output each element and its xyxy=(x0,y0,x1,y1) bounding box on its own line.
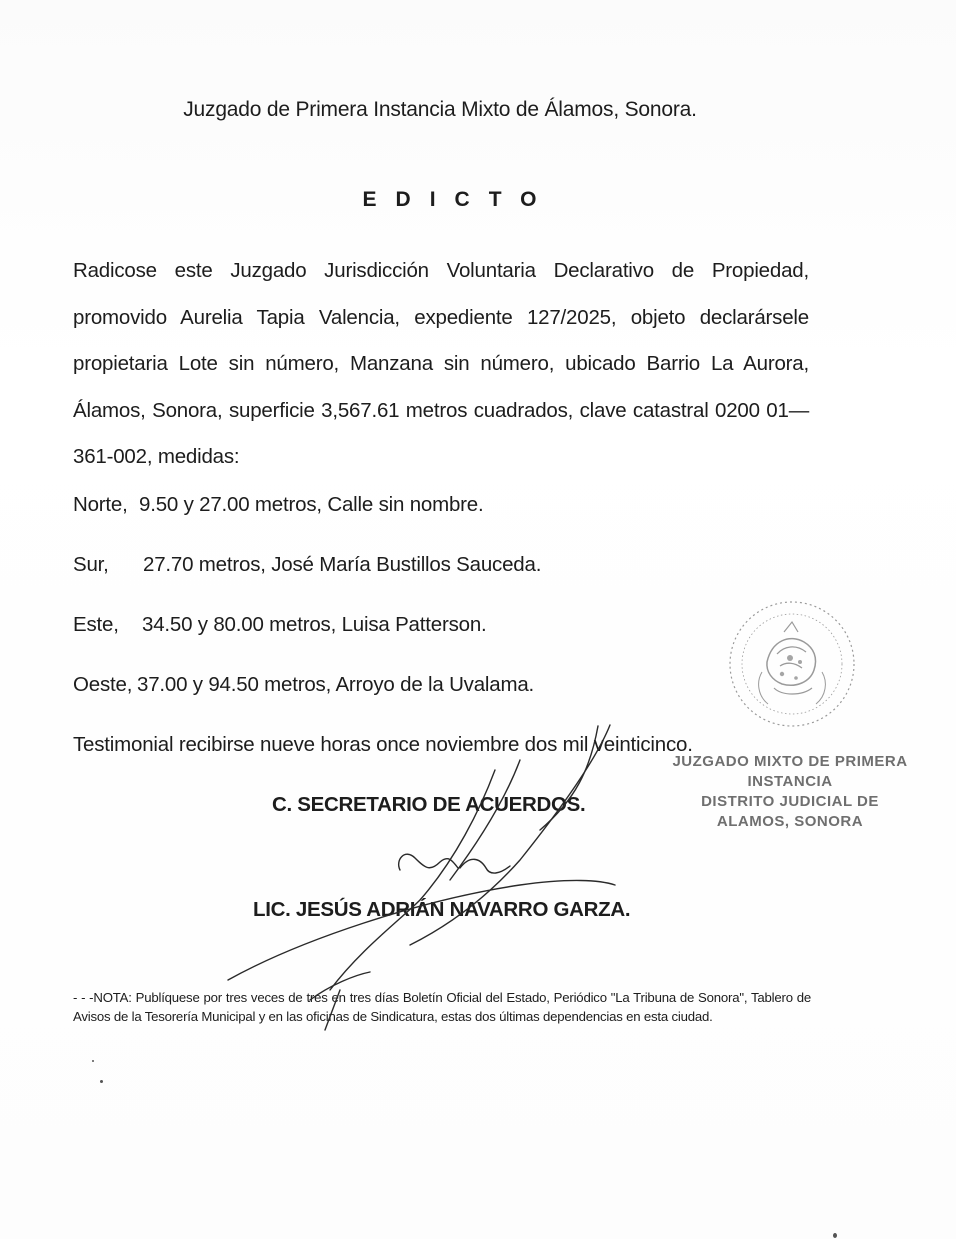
scan-speck xyxy=(100,1080,103,1083)
stamp-line: ALAMOS, SONORA xyxy=(716,813,864,830)
measurement-detail: 27.70 metros, José María Bustillos Sauceda. xyxy=(143,553,542,576)
measurement-detail: 9.50 y 27.00 metros, Calle sin nombre. xyxy=(139,493,484,516)
document-heading: EDICTO xyxy=(362,188,556,211)
measurement-direction: Norte, xyxy=(73,493,128,516)
stamp-line: DISTRITO JUDICIAL DE xyxy=(701,793,879,810)
court-stamp xyxy=(660,752,920,832)
signatory-title: C. SECRETARIO DE ACUERDOS. xyxy=(272,793,586,816)
measurement-north xyxy=(73,493,484,517)
court-seal-icon xyxy=(722,592,862,742)
measurement-direction: Oeste, xyxy=(73,673,133,696)
measurement-south xyxy=(73,553,541,577)
publication-note: - - -NOTA: Publíquese por tres veces de tres en tres días Boletín Oficial del Estado, Periódico "La Tribuna de Sonora", Tablero de Avisos de la Tesorería Municipal y en las oficinas de Sindicatura, estas dos últimas dependencias en esta ciudad. xyxy=(73,990,811,1024)
stamp-line: INSTANCIA xyxy=(747,773,833,790)
scan-speck xyxy=(833,1233,837,1238)
measurement-detail: 34.50 y 80.00 metros, Luisa Patterson. xyxy=(142,613,487,636)
measurement-west xyxy=(73,673,534,697)
measurement-east xyxy=(73,613,487,637)
testimonial-line: Testimonial recibirse nueve horas once noviembre dos mil veinticinco. xyxy=(73,733,693,756)
court-title: Juzgado de Primera Instancia Mixto de Álamos, Sonora. xyxy=(183,98,697,121)
body-paragraph: Radicose este Juzgado Jurisdicción Voluntaria Declarativo de Propiedad, promovido Aurelia Tapia Valencia, expediente 127/2025, objeto declarársele propietaria Lote sin número, Manzana sin número, ubicado Barrio La Aurora, Álamos, Sonora, superficie 3,567.61 metros cuadrados, clave catastral 0200 01—361-002, medidas: xyxy=(73,259,809,468)
signatory-name: LIC. JESÚS ADRIÁN NAVARRO GARZA. xyxy=(253,898,631,921)
measurement-direction: Sur, xyxy=(73,553,109,576)
stamp-line: JUZGADO MIXTO DE PRIMERA xyxy=(672,753,908,770)
measurement-direction: Este, xyxy=(73,613,119,636)
measurement-detail: 37.00 y 94.50 metros, Arroyo de la Uvalama. xyxy=(137,673,535,696)
scan-speck xyxy=(92,1060,94,1062)
